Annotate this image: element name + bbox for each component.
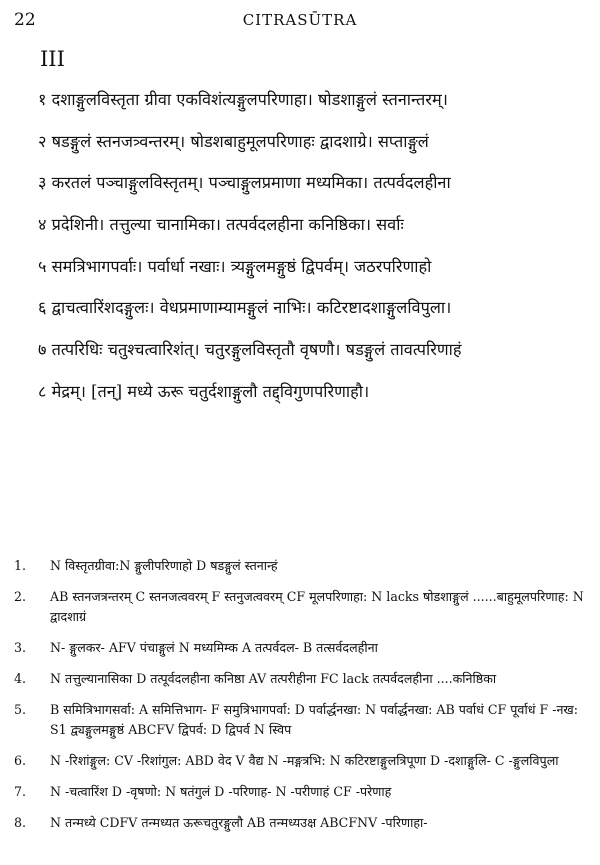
verse-line: २ षडङ्गुलं स्तनजत्र्वन्तरम्। षोडशबाहुमूलपरिणाहः द्वादशाग्रे। सप्ताङ्गुलं: [38, 131, 429, 151]
footnote-number: 7.: [14, 784, 27, 799]
verse-line: ४ प्रदेशिनी। तत्तुल्या चानामिका। तत्पर्वदलहीना कनिष्ठिका। सर्वाः: [38, 215, 404, 235]
verse-line: ३ करतलं पञ्चाङ्गुलविस्तृतम्। पञ्चाङ्गुलप्रमाणा मध्यमिका। तत्पर्वदलहीना: [38, 173, 451, 193]
footnotes: [14, 556, 594, 844]
footnote-number: 3.: [14, 640, 27, 655]
footnote-text: N विस्तृतग्रीवा:N ङ्गुलीपरिणाहो D षडङ्गुलं स्तनान्हं: [50, 558, 278, 573]
footnote: [14, 556, 594, 576]
footnote-text: N -चत्वारिंश D -वृषणो: N षतंगुलं D -परिणाह- N -परीणाहं CF -परेणाह: [50, 784, 392, 799]
footnote-number: 1.: [14, 558, 27, 573]
verse-line: ८ मेद्रम्। [तन्] मध्ये ऊरू चतुर्दशाङ्गुलौ तद्द्विगुणपरिणाहौ।: [38, 381, 370, 401]
footnote-number: 5.: [14, 702, 27, 717]
footnote-text: AB स्तनजत्रन्तरम् C स्तनजत्ववरम् F स्तनुजत्ववरम् CF मूलपरिणाहा: N lacks षोडशाङ्गुलं ......बाहुमूलपरिणाह: N द्वादशाग्रं: [50, 589, 584, 624]
footnote: [14, 700, 594, 740]
footnote-text: N तन्मध्ये CDFV तन्मध्यत ऊरूचतुरङ्गुलौ AB तन्मध्यउक्ष ABCFNV -परिणाहा-: [50, 815, 428, 830]
footnote: [14, 751, 594, 771]
footnote-number: 4.: [14, 671, 27, 686]
page-number: 22: [14, 10, 36, 30]
footnote: [14, 587, 594, 627]
running-title: CITRASŪTRA: [242, 11, 358, 29]
page-header: [14, 10, 586, 30]
verse-line: १ दशाङ्गुलविस्तृता ग्रीवा एकविशंत्यङ्गुलपरिणाहा। षोडशाङ्गुलं स्तनान्तरम्।: [38, 90, 448, 109]
section-number: III: [40, 47, 65, 71]
verse-line: ५ समत्रिभागपर्वाः। पर्वार्धा नखाः। त्र्यङ्गुलमङ्गुष्ठं द्विपर्वम्। जठरपरिणाहो: [38, 256, 432, 276]
footnote: [14, 638, 594, 658]
verse-block: [38, 88, 592, 422]
footnote: [14, 813, 594, 833]
verse-line: ६ द्वाचत्वारिंशदङ्गुलः। वेधप्रमाणाम्यामङ्गुलं नाभिः। कटिरष्टादशाङ्गुलविपुला।: [38, 298, 452, 318]
footnote-text: B समित्रिभागसर्वा: A समित्तिभाग- F समुत्रिभागपर्वा: D पर्वार्द्धनखा: N पर्वार्द्धनखा: AB पर्वाधं CF पूर्वाधं F -नख: S1 द्व्यङ्गुलमङ्गुष्ठं ABCFV द्विपर्व: D द्विपर्व N स्विप: [50, 702, 578, 737]
footnote: [14, 782, 594, 802]
verse-line: ७ तत्परिधिः चतुश्चत्वारिशंत्। चतुरङ्गुलविस्तृतौ वृषणौ। षडङ्गुलं तावत्परिणाहं: [38, 340, 462, 360]
footnote-text: N -रिशांङ्गुल: CV -रिशांगुल: ABD वेद V वैद्य N -मङ्गत्रभि: N कटिरष्टाङ्गुलत्रिपूणा D -दशाङ्गुलि- C -ङ्गुलविपुला: [50, 753, 559, 768]
footnote-text: N- ङ्गुलकर- AFV पंचाङ्गुलं N मध्यमिम्क A तत्पर्वदल- B तत्सर्वदलहीना: [50, 640, 378, 655]
footnote-number: 8.: [14, 815, 27, 830]
footnote: [14, 669, 594, 689]
footnote-number: 2.: [14, 589, 27, 604]
footnote-number: 6.: [14, 753, 27, 768]
footnote-text: N तत्तुल्यानासिका D तत्पूर्वदलहीना कनिष्ठा AV तत्परीहीना FC lack तत्पर्वदलहीना ....कनिष्ठिका: [50, 671, 497, 686]
